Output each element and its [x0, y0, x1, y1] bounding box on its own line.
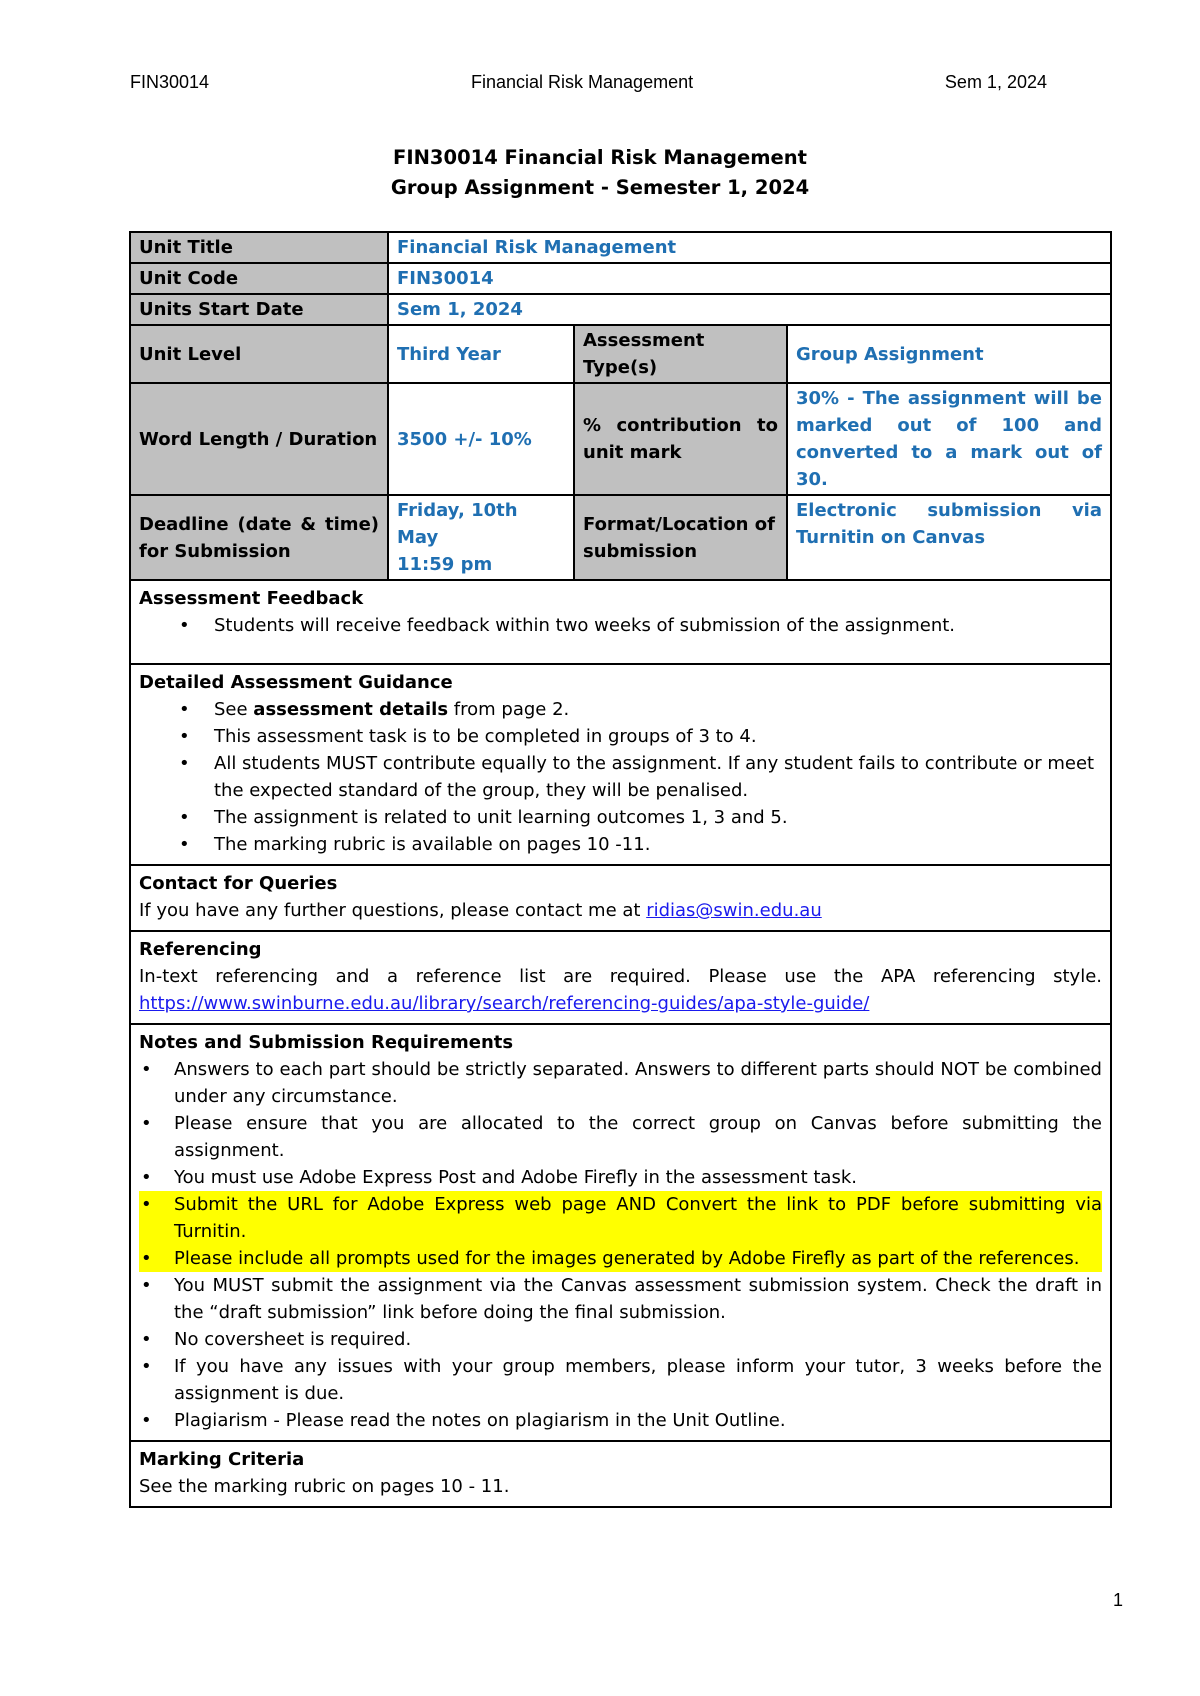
notes-item-highlighted: • Please include all prompts used for the images generated by Adobe Firefly as part of the references. [139, 1245, 1102, 1272]
format-value: Electronic submission via Turnitin on Canvas [787, 495, 1111, 580]
guidance-section [130, 664, 1111, 865]
contact-text: If you have any further questions, please contact me at ridias@swin.edu.au [139, 900, 822, 921]
page-number: 1 [1112, 1590, 1123, 1610]
assessment-details-emphasis: assessment details [253, 699, 449, 720]
row-unit-title [130, 232, 1111, 263]
row-guidance [130, 664, 1111, 865]
header-unit-code: FIN30014 [130, 72, 210, 92]
contact-heading: Contact for Queries [139, 873, 338, 894]
start-date-value: Sem 1, 2024 [388, 294, 1111, 325]
notes-section [130, 1024, 1111, 1441]
unit-level-value: Third Year [388, 325, 574, 383]
row-word-length [130, 383, 1111, 495]
guidance-item: • All students MUST contribute equally to the assignment. If any student fails to contribute or meet the expected standard of the group, they will be penalised. [139, 750, 1102, 804]
guidance-list [139, 696, 1102, 858]
notes-item: • No coversheet is required. [139, 1326, 1102, 1353]
row-notes [130, 1024, 1111, 1441]
row-feedback [130, 580, 1111, 664]
notes-item-highlighted: • Submit the URL for Adobe Express web page AND Convert the link to PDF before submitting via Turnitin. [139, 1191, 1102, 1245]
deadline-time: 11:59 pm [397, 554, 493, 575]
apa-guide-link[interactable]: https://www.swinburne.edu.au/library/search/referencing-guides/apa-style-guide/ [139, 993, 870, 1014]
assessment-type-label: Assessment Type(s) [574, 325, 787, 383]
row-start-date [130, 294, 1111, 325]
row-unit-code [130, 263, 1111, 294]
row-unit-level [130, 325, 1111, 383]
word-length-value: 3500 +/- 10% [388, 383, 574, 495]
start-date-label: Units Start Date [130, 294, 388, 325]
feedback-heading: Assessment Feedback [139, 588, 364, 609]
referencing-section [130, 931, 1111, 1024]
assessment-type-value: Group Assignment [787, 325, 1111, 383]
marking-text: See the marking rubric on pages 10 - 11. [139, 1476, 510, 1497]
row-contact [130, 865, 1111, 931]
notes-item: • Answers to each part should be strictly separated. Answers to different parts should NOT be combined under any circumstance. [139, 1056, 1102, 1110]
notes-list [139, 1056, 1102, 1434]
header-unit-name: Financial Risk Management [471, 72, 694, 92]
unit-title-label: Unit Title [130, 232, 388, 263]
unit-title-value: Financial Risk Management [388, 232, 1111, 263]
feedback-item: • Students will receive feedback within two weeks of submission of the assignment. [139, 612, 1102, 639]
unit-code-value: FIN30014 [388, 263, 1111, 294]
marking-heading: Marking Criteria [139, 1449, 305, 1470]
contact-email-link[interactable]: ridias@swin.edu.au [646, 900, 822, 921]
feedback-list [139, 612, 1102, 639]
notes-item: • Please ensure that you are allocated to the correct group on Canvas before submitting the assignment. [139, 1110, 1102, 1164]
contribution-label: % contribution to unit mark [574, 383, 787, 495]
contribution-value: 30% - The assignment will be marked out of 100 and converted to a mark out of 30. [787, 383, 1111, 495]
guidance-item: • See assessment details from page 2. [139, 696, 1102, 723]
assessment-table [129, 231, 1112, 1508]
row-deadline [130, 495, 1111, 580]
marking-section [130, 1441, 1111, 1507]
guidance-item: • The marking rubric is available on pages 10 -11. [139, 831, 1102, 858]
deadline-date: Friday, 10th May [397, 500, 518, 548]
referencing-heading: Referencing [139, 939, 262, 960]
guidance-item: • This assessment task is to be completed in groups of 3 to 4. [139, 723, 1102, 750]
word-length-label: Word Length / Duration [130, 383, 388, 495]
document-subtitle: Group Assignment - Semester 1, 2024 [390, 176, 810, 199]
notes-heading: Notes and Submission Requirements [139, 1032, 514, 1053]
row-marking [130, 1441, 1111, 1507]
format-label: Format/Location of submission [574, 495, 787, 580]
header-semester: Sem 1, 2024 [944, 72, 1047, 92]
unit-code-label: Unit Code [130, 263, 388, 294]
unit-level-label: Unit Level [130, 325, 388, 383]
document-title: FIN30014 Financial Risk Management [393, 146, 807, 169]
notes-item: • If you have any issues with your group members, please inform your tutor, 3 weeks before the assignment is due. [139, 1353, 1102, 1407]
notes-item: • You must use Adobe Express Post and Adobe Firefly in the assessment task. [139, 1164, 1102, 1191]
guidance-heading: Detailed Assessment Guidance [139, 672, 453, 693]
guidance-item: • The assignment is related to unit learning outcomes 1, 3 and 5. [139, 804, 1102, 831]
deadline-value [388, 495, 574, 580]
deadline-label: Deadline (date & time) for Submission [130, 495, 388, 580]
notes-item: • You MUST submit the assignment via the Canvas assessment submission system. Check the draft in the “draft submission” link before doing the final submission. [139, 1272, 1102, 1326]
notes-item: • Plagiarism - Please read the notes on plagiarism in the Unit Outline. [139, 1407, 1102, 1434]
row-referencing [130, 931, 1111, 1024]
contact-section [130, 865, 1111, 931]
referencing-text: In-text referencing and a reference list are required. Please use the APA referencing style. https://www.swinburne.edu.au/library/search/referencing-guides/apa-style-guide/ [139, 966, 1102, 1014]
feedback-section [130, 580, 1111, 664]
